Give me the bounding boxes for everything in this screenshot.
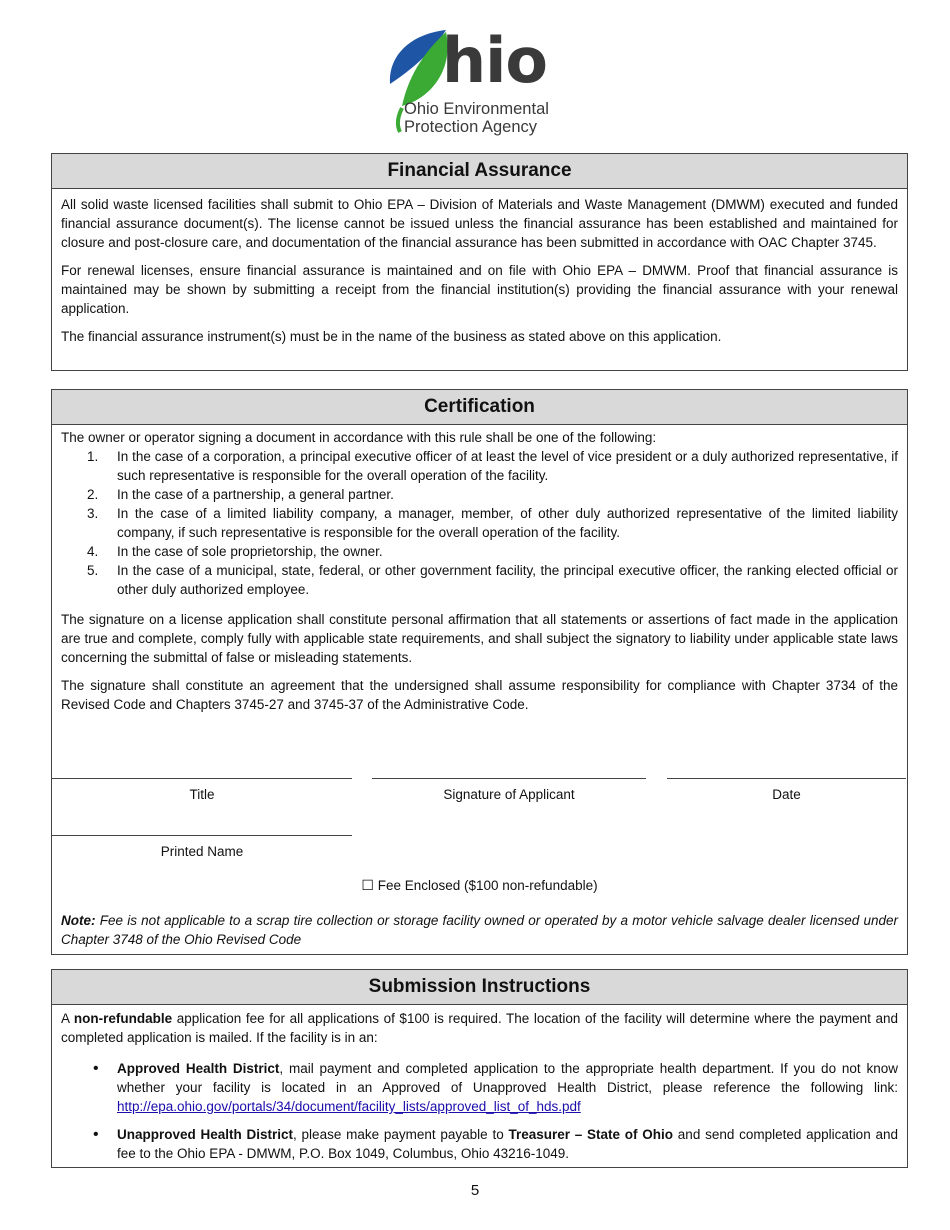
bullet-icon: •	[93, 1060, 99, 1077]
list-item: 4. In the case of sole proprietorship, the owner.	[87, 544, 383, 559]
list-item: 5. In the case of a municipal, state, federal, or other government facility, the principal executive officer, the ranking elected official or other duly authorized employee.	[87, 563, 898, 597]
submission-intro: A non-refundable application fee for all applications of $100 is required. The location of the facility will determine where the payment and completed application is mailed. If the facility is in an:	[61, 1011, 898, 1045]
submission-title: Submission Instructions	[52, 970, 907, 1005]
logo-subtitle-line1: Ohio Environmental	[404, 100, 549, 118]
ohio-epa-logo	[384, 24, 574, 140]
signature-label: Signature of Applicant	[443, 787, 575, 802]
page-number: 5	[470, 1182, 480, 1199]
financial-assurance-section	[51, 153, 908, 371]
signature-line[interactable]	[372, 778, 646, 779]
certification-title: Certification	[52, 390, 907, 425]
submission-list	[61, 1059, 898, 1163]
fee-checkbox[interactable]: ☐	[361, 878, 374, 894]
fee-enclosed-label: Fee Enclosed ($100 non-refundable)	[377, 878, 598, 893]
note-label: Note:	[61, 913, 96, 928]
title-line[interactable]	[52, 778, 352, 779]
list-item: 2. In the case of a partnership, a general partner.	[87, 487, 394, 502]
certification-intro: The owner or operator signing a document in accordance with this rule shall be one of the following:	[61, 430, 657, 445]
financial-assurance-title: Financial Assurance	[52, 154, 907, 189]
signature-paragraph: The signature on a license application shall constitute personal affirmation that all statements or assertions of fact made in the application are true and complete, comply fully with applicable state requirements, and shall subject the signatory to liability under applicable state laws concerning the submittal of false or misleading statements.	[61, 612, 898, 665]
printed-name-line[interactable]	[52, 835, 352, 836]
note	[61, 911, 898, 949]
list-item: • Unapproved Health District, please make payment payable to Treasurer – State of Ohio and send completed application and fee to the Ohio EPA - DMWM, P.O. Box 1049, Columbus, Ohio 43216-1049.	[61, 1125, 898, 1163]
logo-word: hio	[442, 24, 547, 97]
logo-subtitle-line2: Protection Agency	[404, 118, 537, 136]
certification-list	[61, 447, 898, 599]
financial-paragraph-2: For renewal licenses, ensure financial assurance is maintained and on file with Ohio EPA – DMWM. Proof that financial assurance is maintained may be shown by submitting a receipt from the financial institution(s) providing the financial assurance with your renewal application.	[61, 263, 898, 316]
financial-paragraph-3: The financial assurance instrument(s) must be in the name of the business as stated above on this application.	[61, 329, 722, 344]
approved-hd-list-link[interactable]: http://epa.ohio.gov/portals/34/document/facility_lists/approved_list_of_hds.pdf	[117, 1099, 581, 1114]
title-label: Title	[189, 787, 215, 802]
agreement-paragraph: The signature shall constitute an agreement that the undersigned shall assume responsibility for compliance with Chapter 3734 of the Revised Code and Chapters 3745-27 and 3745-37 of the Administrative Code.	[61, 678, 898, 712]
fee-enclosed-row	[52, 876, 907, 896]
date-label: Date	[772, 787, 801, 802]
financial-paragraph-1: All solid waste licensed facilities shall submit to Ohio EPA – Division of Materials and Waste Management (DMWM) executed and funded financial assurance document(s). The license cannot be issued unless the financial assurance has been established and maintained for closure and post-closure care, and documentation of the financial assurance has been submitted in accordance with OAC Chapter 3745.	[61, 197, 898, 250]
date-line[interactable]	[667, 778, 906, 779]
list-item: 1. In the case of a corporation, a principal executive officer of at least the level of vice president or a duly authorized representative, if such representative is responsible for the overall operation of the facility.	[87, 449, 898, 483]
certification-section	[51, 389, 908, 955]
list-item: • Approved Health District, mail payment and completed application to the appropriate health department. If you do not know whether your facility is located in an Approved of Unapproved Health District, please reference the following link: http://epa.ohio.gov/portals/34/document/facility_lists/approved_list_of_hds.pdf	[61, 1059, 898, 1116]
submission-section	[51, 969, 908, 1168]
printed-name-label: Printed Name	[160, 844, 244, 859]
list-item: 3. In the case of a limited liability company, a manager, member, of other duly authorized representative of the limited liability company, if such representative is responsible for the overall operation of the facility.	[87, 506, 898, 540]
note-text: Fee is not applicable to a scrap tire collection or storage facility owned or operated by a motor vehicle salvage dealer licensed under Chapter 3748 of the Ohio Revised Code	[61, 913, 898, 947]
logo-subtitle	[404, 100, 549, 136]
bullet-icon: •	[93, 1126, 99, 1143]
